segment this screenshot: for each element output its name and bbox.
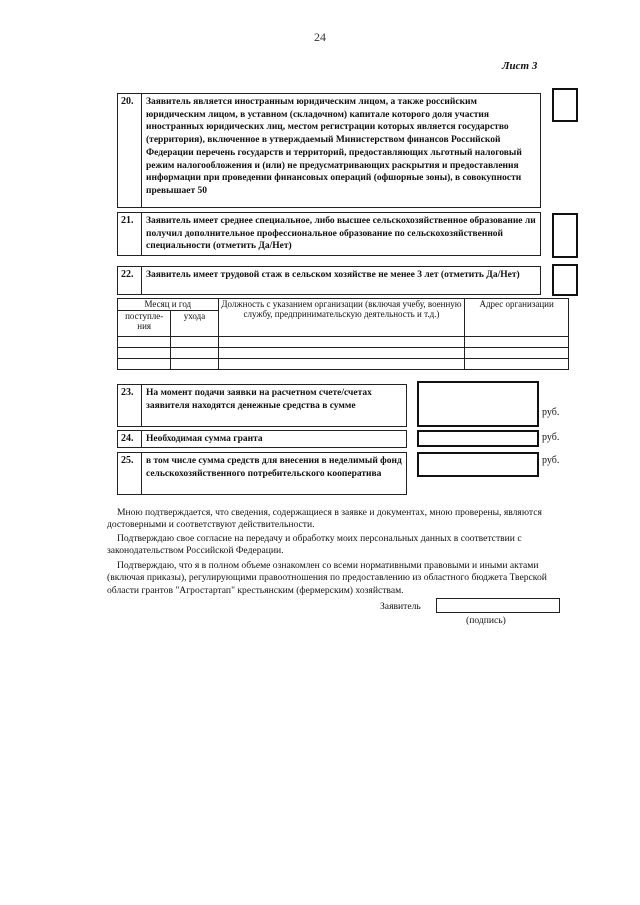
month-year-header: Месяц и год — [118, 299, 219, 311]
question-number: 23. — [118, 385, 142, 426]
grant-amount-field[interactable] — [417, 430, 539, 447]
answer-checkbox-22[interactable] — [552, 264, 578, 296]
question-text: в том числе сумма средств для внесения в неделимый фонд сельскохозяйственного потребительского кооператива — [146, 456, 402, 479]
question-text: Заявитель имеет среднее специальное, либо высшее сельскохозяйственное образование ли получил дополнительное профессиональное образование по сельскохозяйственной специальности (отметить Да/Нет) — [146, 216, 536, 252]
answer-checkbox-20[interactable] — [552, 88, 578, 122]
declaration-acts: Подтверждаю, что я в полном объеме ознакомлен со всеми нормативными правовыми и иными актами (включая приказы), регулирующими правоотношения по предоставлению из областного бюджета Тверской области грантов "Агростартап" крестьянским (фермерским) хозяйствам. — [107, 560, 547, 596]
currency-label: руб. — [542, 455, 560, 466]
page-number: 24 — [314, 30, 326, 44]
declaration-personal-data: Подтверждаю свое согласие на передачу и обработку моих персональных данных в соответствии с законодательством Российской Федерации. — [107, 533, 522, 557]
question-text: Необходимая сумма гранта — [146, 434, 263, 444]
question-number: 21. — [118, 213, 142, 255]
question-text: На момент подачи заявки на расчетном счете/счетах заявителя находятся денежные средства в сумме — [146, 388, 372, 411]
applicant-label: Заявитель — [380, 601, 421, 612]
entry-header: поступле-ния — [118, 311, 171, 337]
question-23 — [117, 384, 407, 427]
question-text: Заявитель является иностранным юридическим лицом, а также российским юридическим лицом, в уставном (складочном) капитале которого доля участия иностранных юридических лиц, местом регистрации которых является государство (территория), включенное в утверждаемый Министерством финансов Российской Федерации перечень государств и территорий, предоставляющих льготный налоговый режим налогообложения и (или) не предусматривающих раскрытия и предоставления информации при проведении финансовых операций (офшорные зоны), в совокупности превышает 50 — [146, 97, 522, 196]
position-header: Должность с указанием организации (включая учебу, военную службу, предпринимательскую деятельность и т.д.) — [218, 299, 465, 337]
sheet-label: Лист 3 — [502, 60, 538, 72]
table-row — [118, 348, 569, 359]
question-number: 24. — [118, 431, 142, 447]
currency-label: руб. — [542, 432, 560, 443]
signature-caption: (подпись) — [466, 615, 506, 626]
work-experience-table — [117, 298, 569, 370]
question-22 — [117, 266, 541, 295]
balance-amount-field[interactable] — [417, 381, 539, 427]
declaration-accuracy: Мною подтверждается, что сведения, содержащиеся в заявке и документах, мною проверены, являются достоверными и соответствуют действительности. — [107, 507, 542, 531]
currency-label: руб. — [542, 407, 560, 418]
table-row — [118, 337, 569, 348]
cooperative-fund-amount-field[interactable] — [417, 452, 539, 477]
question-number: 25. — [118, 453, 142, 494]
address-header: Адрес организации — [465, 299, 569, 337]
question-text: Заявитель имеет трудовой стаж в сельском хозяйстве не менее 3 лет (отметить Да/Нет) — [146, 270, 520, 280]
question-24 — [117, 430, 407, 448]
question-20 — [117, 93, 541, 208]
signature-field[interactable] — [436, 598, 560, 613]
question-25 — [117, 452, 407, 495]
table-row — [118, 359, 569, 370]
question-number: 20. — [118, 94, 142, 207]
leave-header: ухода — [171, 311, 218, 337]
question-number: 22. — [118, 267, 142, 294]
answer-checkbox-21[interactable] — [552, 213, 578, 258]
question-21 — [117, 212, 541, 256]
